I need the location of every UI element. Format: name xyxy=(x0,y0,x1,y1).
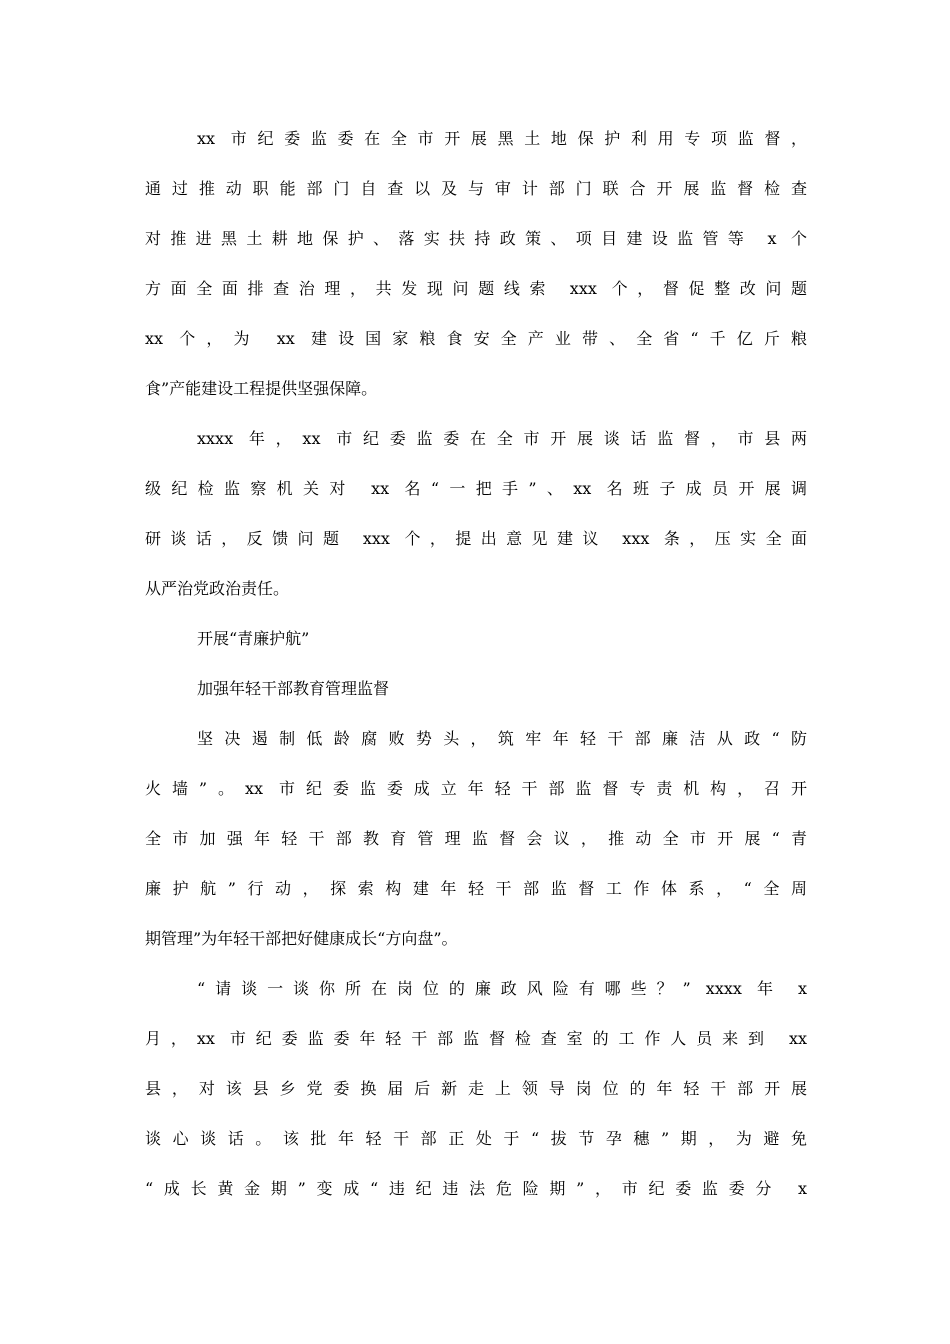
text-line: 级纪检监察机关对 xx 名“一把手”、xx 名班子成员开展调 xyxy=(145,479,807,498)
section-heading-qinglian xyxy=(145,626,807,676)
document-page xyxy=(145,126,807,1226)
text-line: 廉护航”行动，探索构建年轻干部监督工作体系，“全周 xyxy=(145,879,807,898)
paragraph-heart-talk xyxy=(145,976,807,1226)
paragraph-black-soil-supervision xyxy=(145,126,807,426)
text-line: 研谈话，反馈问题 xxx 个，提出意见建议 xxx 条，压实全面 xyxy=(145,529,807,548)
section-subheading-young-cadres xyxy=(145,676,807,726)
text-line: 谈心谈话。该批年轻干部正处于“拔节孕穗”期，为避免 xyxy=(145,1129,807,1148)
text-line: 县，对该县乡党委换届后新走上领导岗位的年轻干部开展 xyxy=(145,1079,807,1098)
text-line: 通过推动职能部门自查以及与审计部门联合开展监督检查 xyxy=(145,179,807,198)
text-line: 月，xx 市纪委监委年轻干部监督检查室的工作人员来到 xx xyxy=(145,1029,807,1048)
text-line: 全市加强年轻干部教育管理监督会议，推动全市开展“青 xyxy=(145,829,807,848)
text-line: “请谈一谈你所在岗位的廉政风险有哪些？” xxxx 年 x xyxy=(197,979,807,998)
paragraph-talk-supervision xyxy=(145,426,807,626)
text-line: xxxx 年，xx 市纪委监委在全市开展谈话监督，市县两 xyxy=(197,429,807,448)
text-line: 从严治党政治责任。 xyxy=(145,579,290,598)
text-line: 方面全面排查治理，共发现问题线索 xxx 个，督促整改问题 xyxy=(145,279,807,298)
heading-line: 开展“青廉护航” xyxy=(197,629,310,648)
text-line: 坚决遏制低龄腐败势头，筑牢年轻干部廉洁从政“防 xyxy=(197,729,807,748)
text-line: 食”产能建设工程提供坚强保障。 xyxy=(145,379,378,398)
heading-line: 加强年轻干部教育管理监督 xyxy=(197,679,390,698)
paragraph-anti-corruption-firewall xyxy=(145,726,807,976)
text-line: 火墙”。xx 市纪委监委成立年轻干部监督专责机构，召开 xyxy=(145,779,807,798)
text-line: xx 个，为 xx 建设国家粮食安全产业带、全省“千亿斤粮 xyxy=(145,329,807,348)
text-line: 对推进黑土耕地保护、落实扶持政策、项目建设监管等 x 个 xyxy=(145,229,807,248)
text-line: 期管理”为年轻干部把好健康成长“方向盘”。 xyxy=(145,929,458,948)
text-line: “成长黄金期”变成“违纪违法危险期”，市纪委监委分 x xyxy=(145,1179,807,1198)
text-line: xx 市纪委监委在全市开展黑土地保护利用专项监督， xyxy=(197,129,807,148)
